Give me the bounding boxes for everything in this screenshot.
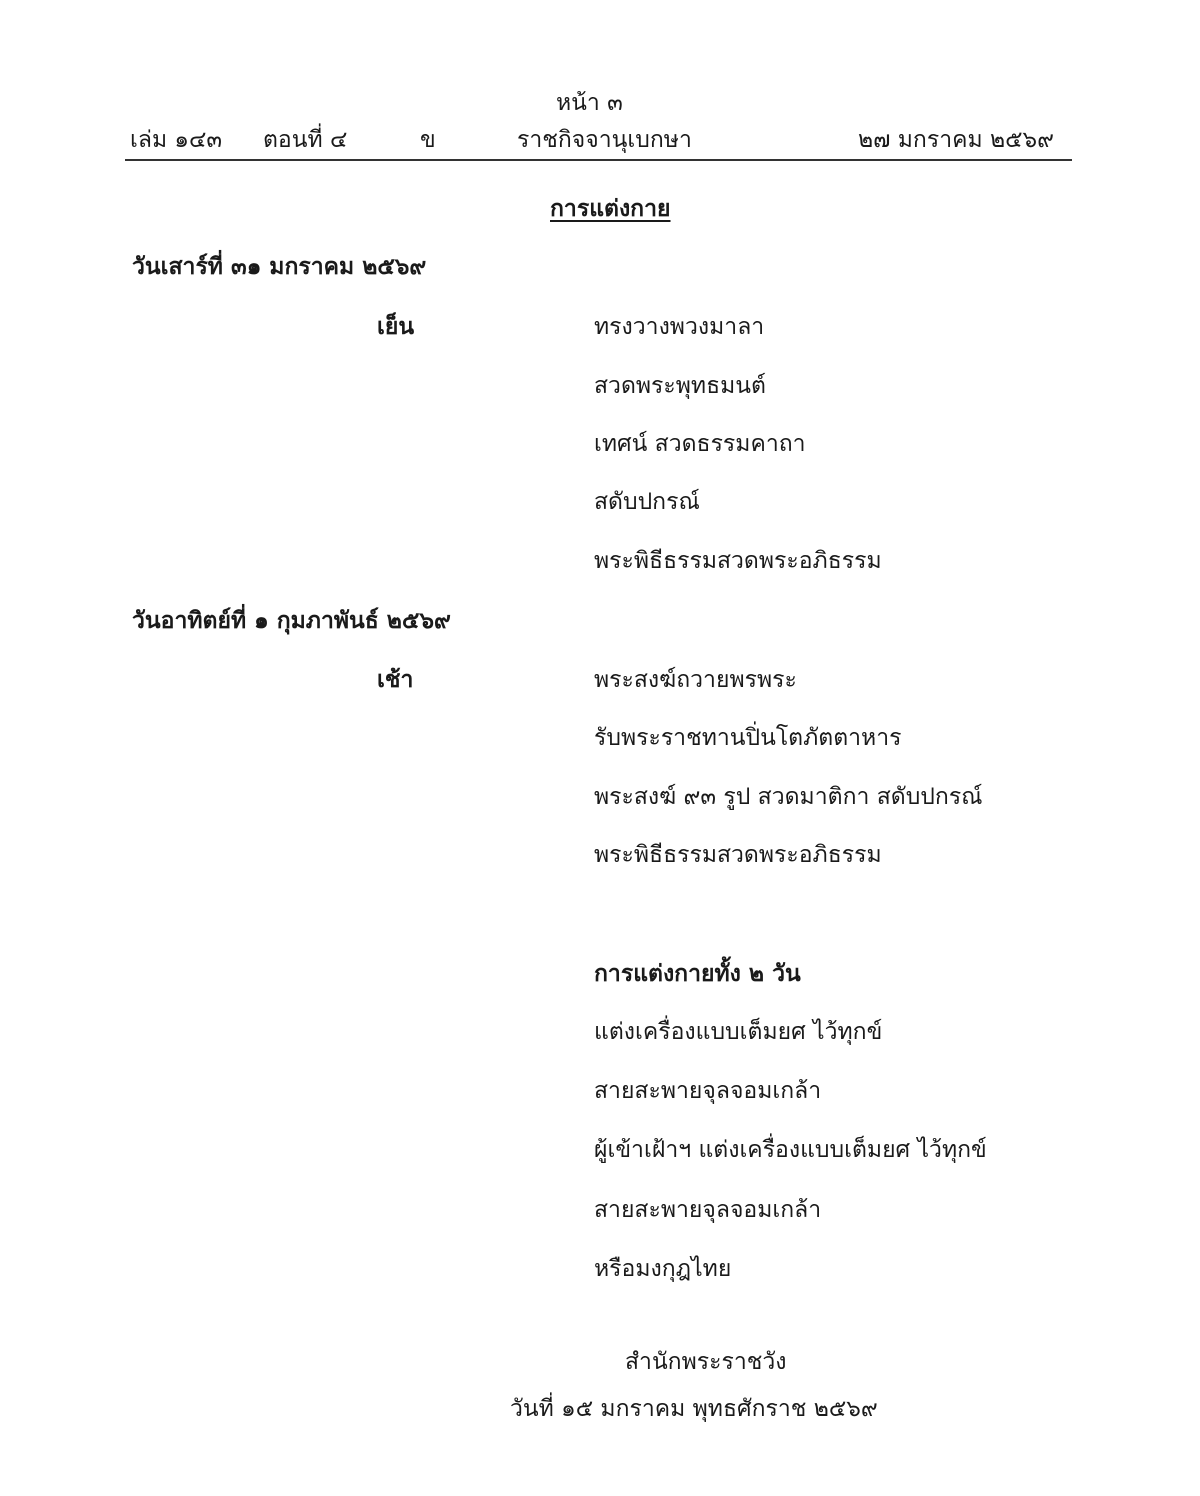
dress-item: ผู้เข้าเฝ้าฯ แต่งเครื่องแบบเต็มยศ ไว้ทุกข์ xyxy=(594,1137,987,1163)
dress-item: สายสะพายจุลจอมเกล้า xyxy=(594,1197,822,1223)
issuing-office: สำนักพระราชวัง xyxy=(625,1349,787,1375)
page-number: หน้า ๓ xyxy=(556,90,623,116)
schedule-item: พระพิธีธรรมสวดพระอภิธรรม xyxy=(594,548,882,574)
day-period: เช้า xyxy=(377,667,414,693)
schedule-item: สดับปกรณ์ xyxy=(594,489,700,515)
issue-number: ตอนที่ ๔ xyxy=(263,127,348,153)
day-date: วันอาทิตย์ที่ ๑ กุมภาพันธ์ ๒๕๖๙ xyxy=(132,608,451,634)
day-date: วันเสาร์ที่ ๓๑ มกราคม ๒๕๖๙ xyxy=(132,254,427,280)
dress-item: แต่งเครื่องแบบเต็มยศ ไว้ทุกข์ xyxy=(594,1019,883,1045)
schedule-item: ทรงวางพวงมาลา xyxy=(594,314,765,340)
schedule-item: เทศน์ สวดธรรมคาถา xyxy=(594,431,806,457)
schedule-item: รับพระราชทานปิ่นโตภัตตาหาร xyxy=(594,725,902,751)
section-letter: ข xyxy=(420,127,436,153)
schedule-item: พระสงฆ์ ๙๓ รูป สวดมาติกา สดับปกรณ์ xyxy=(594,784,983,810)
schedule-item: พระสงฆ์ถวายพรพระ xyxy=(594,667,797,693)
publication-date: ๒๗ มกราคม ๒๕๖๙ xyxy=(858,127,1054,153)
schedule-item: สวดพระพุทธมนต์ xyxy=(594,373,766,399)
header-rule xyxy=(125,159,1072,161)
dress-heading: การแต่งกายทั้ง ๒ วัน xyxy=(594,961,801,987)
volume-number: เล่ม ๑๔๓ xyxy=(130,127,223,153)
issue-date: วันที่ ๑๕ มกราคม พุทธศักราช ๒๕๖๙ xyxy=(510,1396,878,1422)
document-title: การแต่งกาย xyxy=(550,196,671,222)
day-period: เย็น xyxy=(377,314,415,340)
schedule-item: พระพิธีธรรมสวดพระอภิธรรม xyxy=(594,842,882,868)
dress-item: สายสะพายจุลจอมเกล้า xyxy=(594,1078,822,1104)
publication-name: ราชกิจจานุเบกษา xyxy=(517,127,692,153)
dress-item: หรือมงกุฎไทย xyxy=(594,1256,732,1282)
